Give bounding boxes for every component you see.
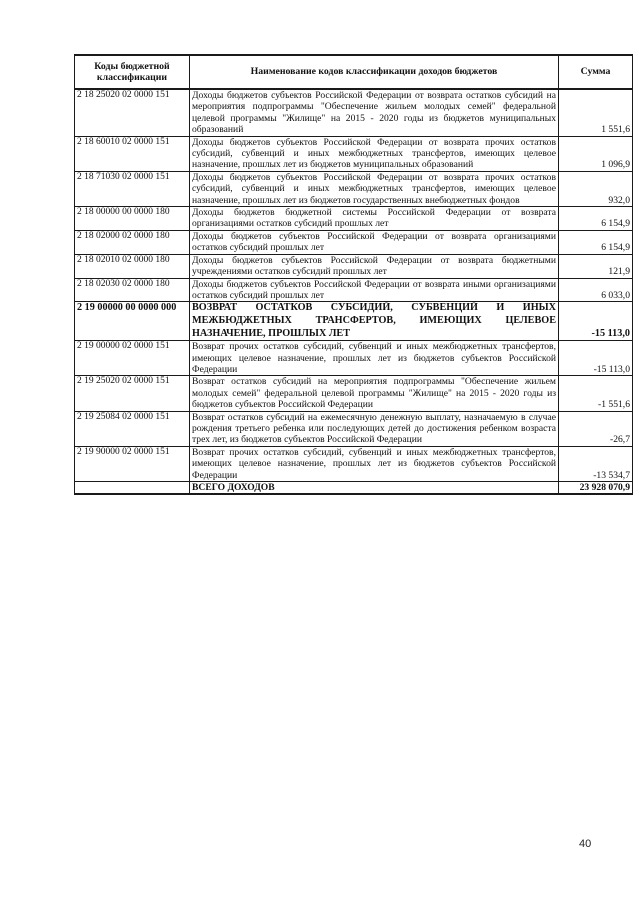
row-code: 2 19 90000 02 0000 151 — [75, 446, 190, 481]
row-name: Возврат прочих остатков субсидий, субвенций и иных межбюджетных трансфертов, имеющих целевое назначение, прошлых лет из бюджетов субъектов Российской Федерации — [190, 446, 559, 481]
row-sum: -15 113,0 — [559, 302, 633, 341]
row-name: Доходы бюджетов субъектов Российской Федерации от возврата прочих остатков субсидий, субвенций и иных межбюджетных трансфертов, имеющих целевое назначение, прошлых лет из бюджетов муниципальных образований — [190, 136, 559, 171]
row-code: 2 18 60010 02 0000 151 — [75, 136, 190, 171]
table-total-row — [75, 481, 633, 494]
table-row — [75, 446, 633, 481]
table-row — [75, 341, 633, 376]
row-sum: 121,9 — [559, 254, 633, 278]
total-sum: 23 928 070,9 — [559, 481, 633, 494]
row-code: 2 18 02000 02 0000 180 — [75, 230, 190, 254]
income-classification-table — [74, 54, 633, 495]
row-name: Возврат остатков субсидий на мероприятия подпрограммы "Обеспечение жильем молодых семей" федеральной целевой программы "Жилище" на 2015 - 2020 годы из бюджетов субъектов Российской Федерации — [190, 376, 559, 411]
row-code: 2 19 25084 02 0000 151 — [75, 411, 190, 446]
row-name: Доходы бюджетов субъектов Российской Федерации от возврата прочих остатков субсидий, субвенций и иных межбюджетных трансфертов, имеющих целевое назначение, прошлых лет из бюджетов государственных внебюджетных фондов — [190, 171, 559, 206]
table-header-row — [75, 55, 633, 89]
table-row — [75, 207, 633, 231]
row-name: Доходы бюджетов бюджетной системы Российской Федерации от возврата организациями остатков субсидий прошлых лет — [190, 207, 559, 231]
table-row — [75, 136, 633, 171]
header-name: Наименование кодов классификации доходов бюджетов — [190, 55, 559, 89]
row-name: Доходы бюджетов субъектов Российской Федерации от возврата иными организациями остатков субсидий прошлых лет — [190, 278, 559, 302]
table-row — [75, 376, 633, 411]
row-code: 2 19 00000 02 0000 151 — [75, 341, 190, 376]
row-name: Возврат остатков субсидий на ежемесячную денежную выплату, назначаемую в случае рождения третьего ребенка или последующих детей до достижения ребенком возраста трех лет, из бюджетов субъектов Российской Федерации — [190, 411, 559, 446]
row-code: 2 18 02030 02 0000 180 — [75, 278, 190, 302]
row-sum: -26,7 — [559, 411, 633, 446]
row-name: ВОЗВРАТ ОСТАТКОВ СУБСИДИЙ, СУБВЕНЦИЙ И ИНЫХ МЕЖБЮДЖЕТНЫХ ТРАНСФЕРТОВ, ИМЕЮЩИХ ЦЕЛЕВОЕ НАЗНАЧЕНИЕ, ПРОШЛЫХ ЛЕТ — [190, 302, 559, 341]
table-row — [75, 254, 633, 278]
table-row — [75, 230, 633, 254]
row-name: Возврат прочих остатков субсидий, субвенций и иных межбюджетных трансфертов, имеющих целевое назначение, прошлых лет из бюджетов субъектов Российской Федерации — [190, 341, 559, 376]
row-code: 2 18 02010 02 0000 180 — [75, 254, 190, 278]
document-sheet — [74, 54, 630, 495]
header-sum: Сумма — [559, 55, 633, 89]
row-sum: 6 154,9 — [559, 230, 633, 254]
row-code: 2 18 71030 02 0000 151 — [75, 171, 190, 206]
row-code: 2 18 00000 00 0000 180 — [75, 207, 190, 231]
table-row — [75, 411, 633, 446]
row-sum: 6 033,0 — [559, 278, 633, 302]
table-body — [75, 89, 633, 494]
row-sum: 1 096,9 — [559, 136, 633, 171]
row-sum: 932,0 — [559, 171, 633, 206]
row-code: 2 19 25020 02 0000 151 — [75, 376, 190, 411]
row-name: Доходы бюджетов субъектов Российской Федерации от возврата бюджетными учреждениями остатков субсидий прошлых лет — [190, 254, 559, 278]
table-row-section — [75, 302, 633, 341]
row-sum: 6 154,9 — [559, 207, 633, 231]
row-code: 2 18 25020 02 0000 151 — [75, 89, 190, 136]
page-number: 40 — [579, 838, 592, 850]
row-sum: 1 551,6 — [559, 89, 633, 136]
header-code: Коды бюджетной классификации — [75, 55, 190, 89]
row-code: 2 19 00000 00 0000 000 — [75, 302, 190, 341]
total-label: ВСЕГО ДОХОДОВ — [190, 481, 559, 494]
row-name: Доходы бюджетов субъектов Российской Федерации от возврата остатков субсидий на мероприятия подпрограммы "Обеспечение жильем молодых семей" федеральной целевой программы "Жилище" на 2015 - 2020 годы из бюджетов муниципальных образований — [190, 89, 559, 136]
row-sum: -15 113,0 — [559, 341, 633, 376]
table-row — [75, 278, 633, 302]
table-row — [75, 89, 633, 136]
row-sum: -1 551,6 — [559, 376, 633, 411]
row-name: Доходы бюджетов субъектов Российской Федерации от возврата организациями остатков субсидий прошлых лет — [190, 230, 559, 254]
row-sum: -13 534,7 — [559, 446, 633, 481]
total-code — [75, 481, 190, 494]
table-row — [75, 171, 633, 206]
